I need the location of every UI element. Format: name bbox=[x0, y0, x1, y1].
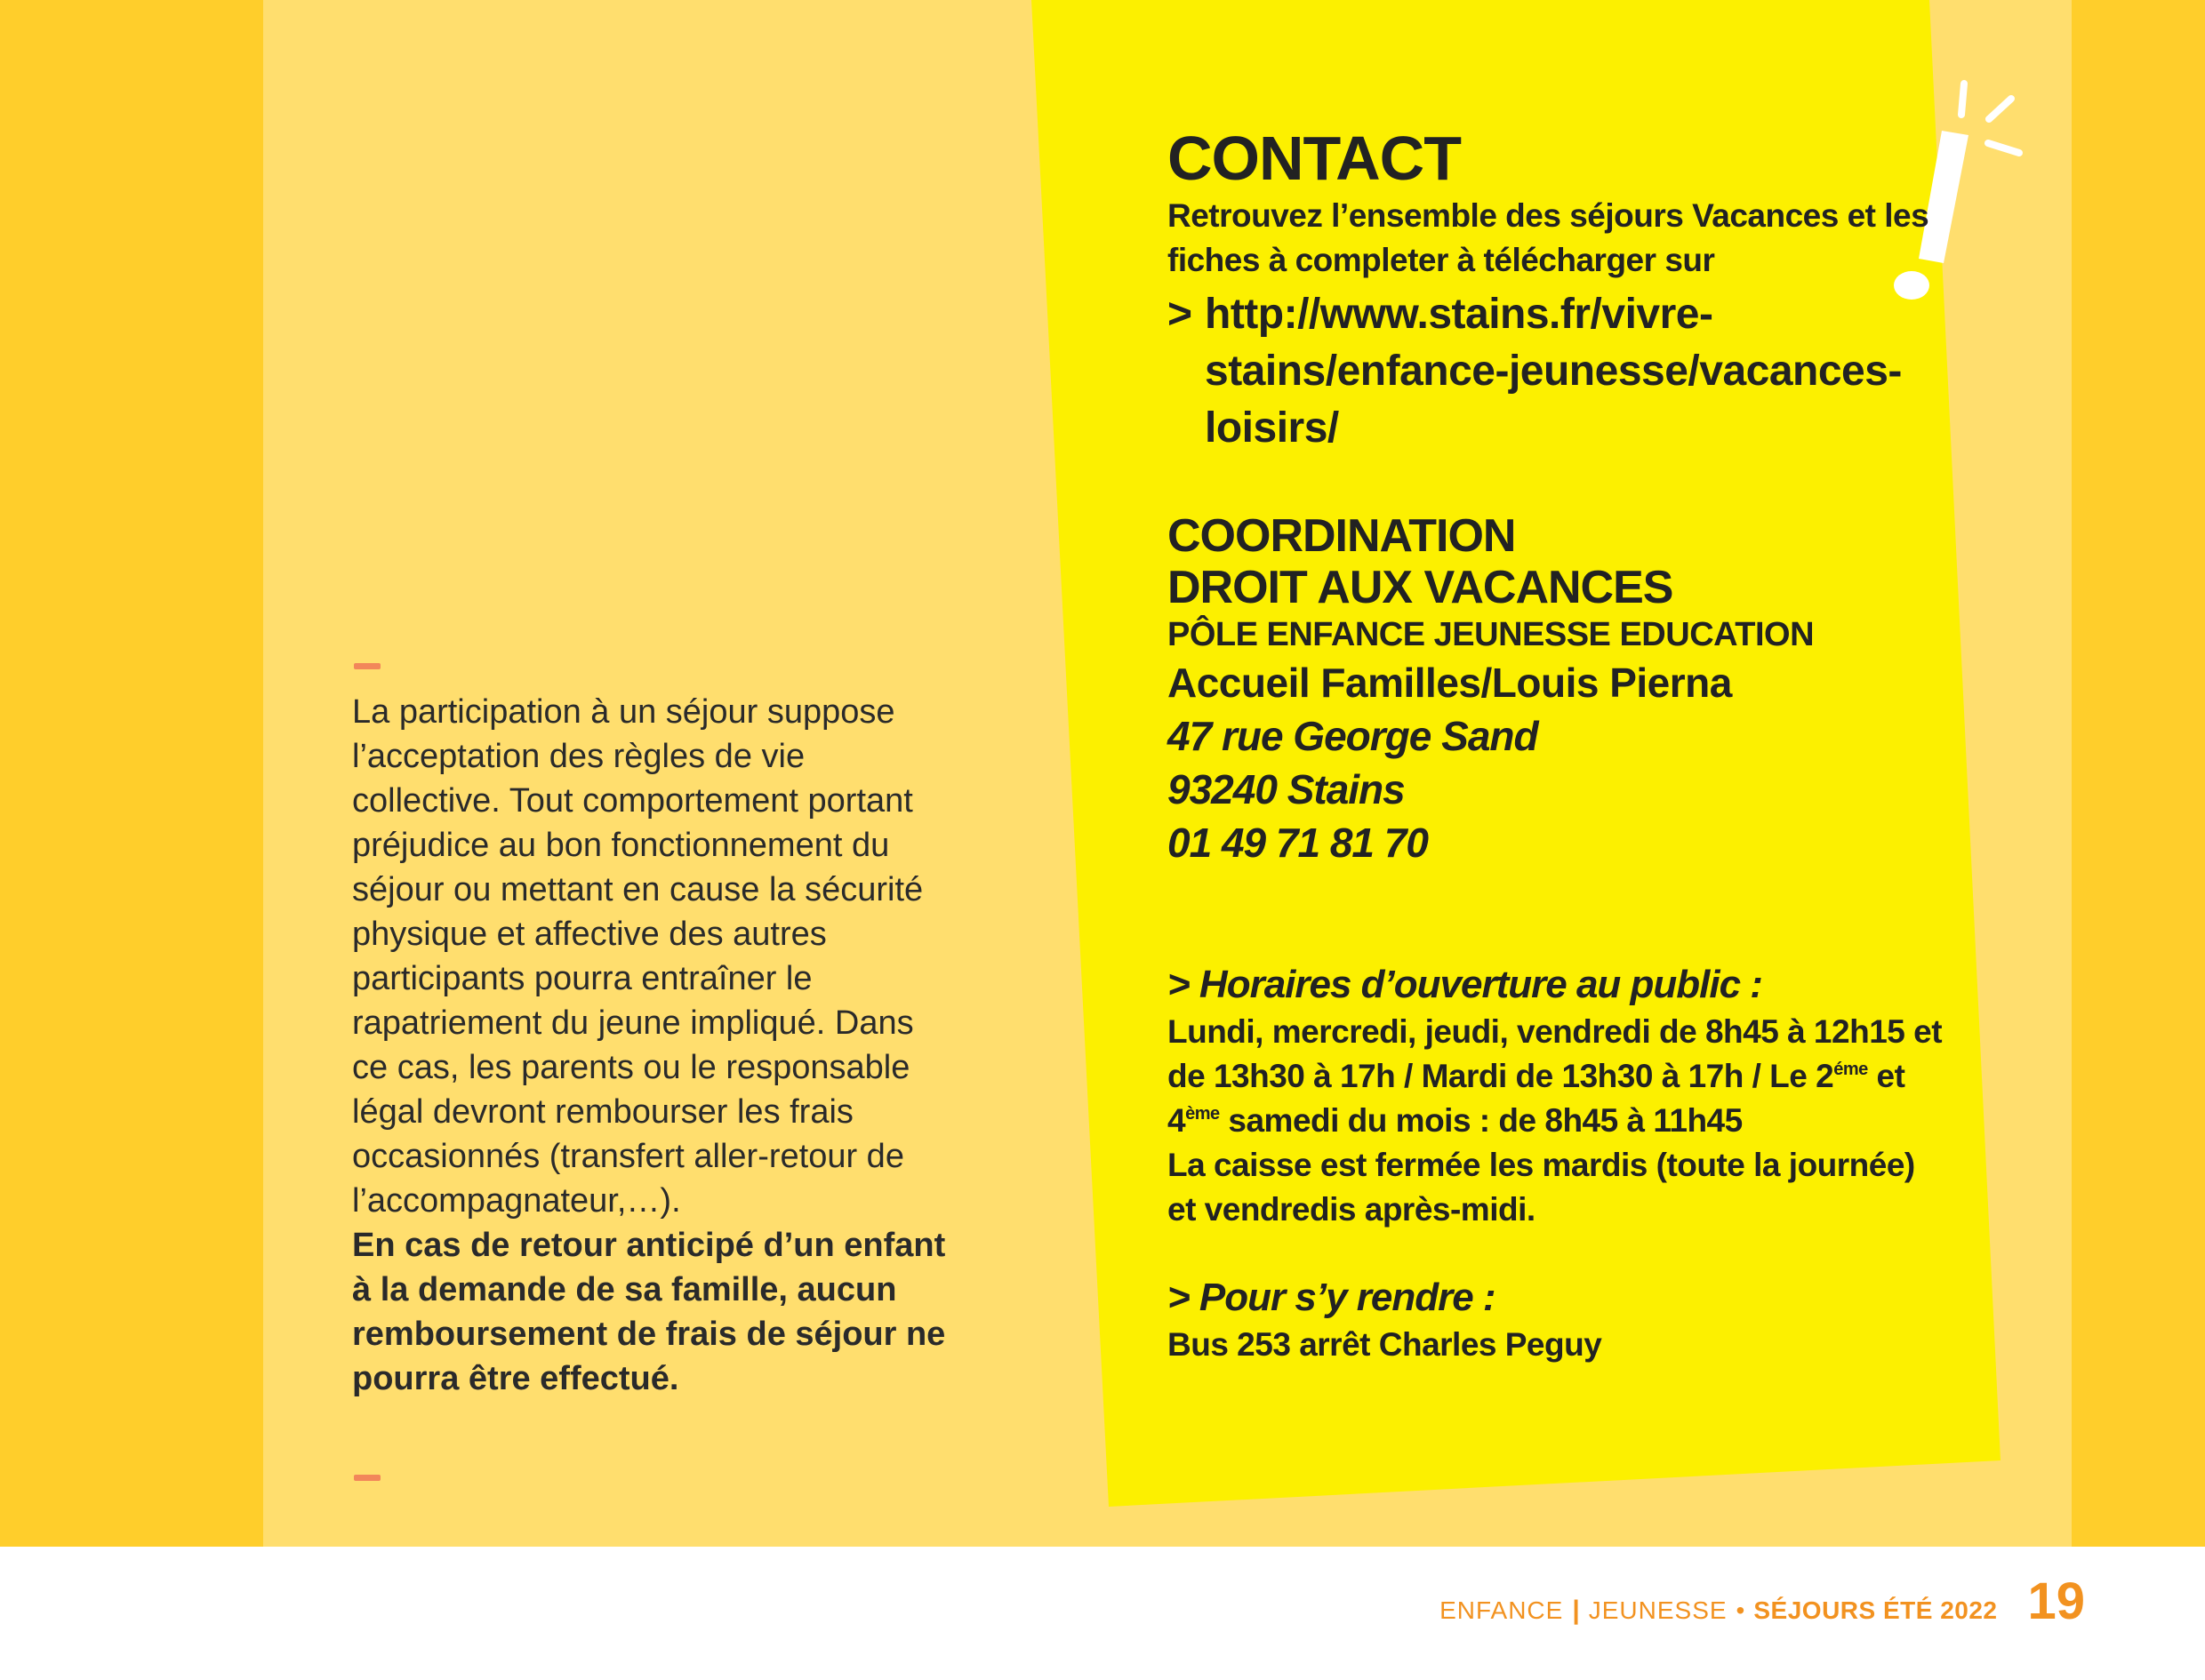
hours-heading: > Horaires d’ouverture au public : bbox=[1167, 963, 1762, 1006]
dash-bottom bbox=[354, 1475, 381, 1481]
street-address: 47 rue George Sand bbox=[1167, 713, 1538, 759]
contact-block bbox=[1167, 123, 1950, 1367]
page-number: 19 bbox=[2027, 1572, 2085, 1630]
conditions-text bbox=[352, 690, 957, 1401]
contact-intro: Retrouvez l’ensemble des séjours Vacances et les fiches à completer à télécharger sur bbox=[1167, 197, 1929, 278]
caisse-text: La caisse est fermée les mardis (toute la journée) et vendredis après-midi. bbox=[1167, 1147, 1915, 1228]
burst-lines-icon bbox=[1961, 84, 2019, 153]
phone-number: 01 49 71 81 70 bbox=[1167, 820, 1428, 866]
website-link[interactable] bbox=[1167, 286, 1950, 457]
city-address: 93240 Stains bbox=[1167, 766, 1405, 812]
footer-separator: | bbox=[1572, 1596, 1580, 1625]
conditions-bold-paragraph: En cas de retour anticipé d’un enfant à la demande de sa famille, aucun remboursement de frais de séjour ne pourra être effectué. bbox=[352, 1227, 946, 1397]
url-text[interactable]: http://www.stains.fr/vivre-stains/enfance-jeunesse/vacances-loisirs/ bbox=[1205, 291, 1902, 452]
conditions-paragraph: La participation à un séjour suppose l’acceptation des règles de vie collective. Tout comportement portant préjudice au bon fonctionnement du séjour ou mettant en cause la sécurité physique et affective des autres participants pourra entraîner le rapatriement du jeune impliqué. Dans ce cas, les parents ou le responsable légal devront rembourser les frais occasionnés (transfert aller-retour de l’accompagnateur,…). bbox=[352, 693, 924, 1220]
place-name: Accueil Familles/Louis Pierna bbox=[1167, 660, 1732, 706]
url-arrow: > bbox=[1167, 291, 1192, 338]
directions-heading: > Pour s’y rendre : bbox=[1167, 1276, 1495, 1319]
contact-title: CONTACT bbox=[1167, 124, 1461, 193]
coordination-title-2: DROIT AUX VACANCES bbox=[1167, 562, 1673, 613]
dash-top bbox=[354, 663, 381, 669]
footer-section-b: JEUNESSE bbox=[1588, 1596, 1728, 1624]
directions-text: Bus 253 arrêt Charles Peguy bbox=[1167, 1326, 1602, 1363]
footer-dot: • bbox=[1736, 1596, 1745, 1624]
pole-label: PÔLE ENFANCE JEUNESSE EDUCATION bbox=[1167, 616, 1815, 653]
page-footer bbox=[1439, 1572, 2085, 1631]
hours-text: Lundi, mercredi, jeudi, vendredi de 8h45 à 12h15 et de 13h30 à 17h / Mardi de 13h30 à 17h / Le $2^{éme}$ et 4ème samedi du mois : de 8h45 à 11h45 bbox=[1167, 1013, 1943, 1139]
footer-section-a: ENFANCE bbox=[1439, 1596, 1564, 1624]
coordination-title-1: COORDINATION bbox=[1167, 510, 1516, 562]
footer-title: SÉJOURS ÉTÉ 2022 bbox=[1753, 1596, 1998, 1624]
